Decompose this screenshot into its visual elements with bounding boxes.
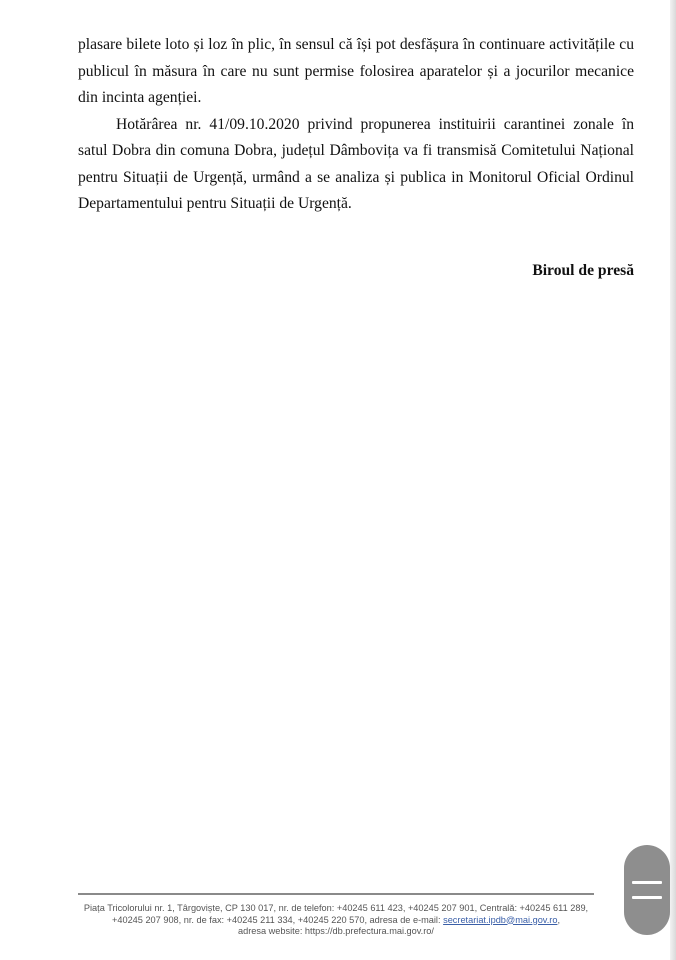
- footer-line-fax-email: [70, 915, 602, 927]
- footer-line-website[interactable]: adresa website: https://db.prefectura.mai.gov.ro/: [238, 926, 434, 936]
- signature-press-office: Biroul de presă: [532, 262, 634, 279]
- footer-divider: [78, 893, 594, 895]
- footer-line-address: Piața Tricolorului nr. 1, Târgoviște, CP 130 017, nr. de telefon: +40245 611 423, +40245 207 901, Centrală: +40245 611 289,: [83, 903, 589, 913]
- paragraph-continuation: plasare bilete loto și loz în plic, în sensul că își pot desfășura în continuare activitățile cu publicul în măsura în care nu sunt permise folosirea aparatelor și a jocurilor mecanice din incinta agenției.: [78, 36, 634, 106]
- footer-comma: ,: [557, 914, 561, 925]
- footer-fax-text: +40245 207 908, nr. de fax: +40245 211 334, +40245 220 570, adresa de e-mail:: [111, 914, 444, 925]
- page-edge-shadow: [670, 0, 676, 960]
- paragraph-decision: Hotărârea nr. 41/09.10.2020 privind propunerea instituirii carantinei zonale în satul Dobra din comuna Dobra, județul Dâmbovița va fi transmisă Comitetului Național pentru Situații de Urgență, urmând a se analiza și publica in Monitorul Oficial Ordinul Departamentului pentru Situații de Urgență.: [78, 115, 634, 212]
- scroll-menu-button[interactable]: [624, 845, 670, 935]
- footer-email-link[interactable]: secretariat.ipdb@mai.gov.ro: [443, 914, 558, 925]
- footer-contact: [70, 903, 602, 938]
- document-body: [78, 32, 634, 218]
- menu-lines-icon: [632, 881, 662, 899]
